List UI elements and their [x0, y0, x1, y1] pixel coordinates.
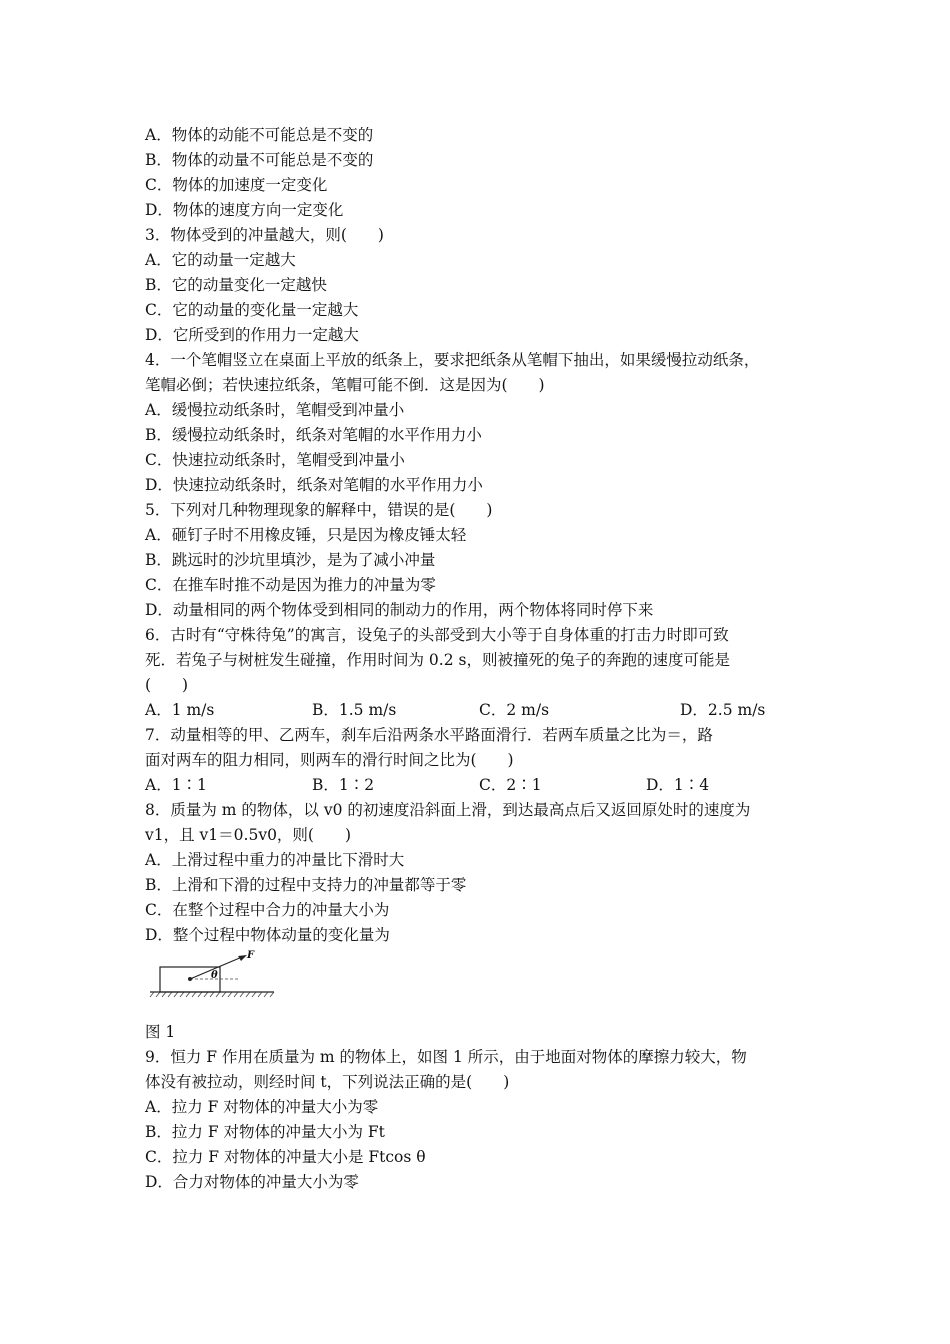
- q3-option-b: B．它的动量变化一定越快: [145, 276, 327, 294]
- q8-option-d: D．整个过程中物体动量的变化量为: [145, 926, 390, 944]
- q8-option-a: A．上滑过程中重力的冲量比下滑时大: [145, 851, 405, 869]
- q7-option-b: B．1∶2: [312, 776, 375, 794]
- q9-option-a: A．拉力 F 对物体的冲量大小为零: [145, 1098, 379, 1116]
- q8-option-c: C．在整个过程中合力的冲量大小为: [145, 901, 390, 919]
- q3-option-c: C．它的动量的变化量一定越大: [145, 301, 359, 319]
- q7-stem-line2: 面对两车的阻力相同，则两车的滑行时间之比为( ): [145, 751, 514, 769]
- q8-stem-line1: 8．质量为 m 的物体，以 v0 的初速度沿斜面上滑，到达最高点后又返回原处时的速度为: [145, 801, 751, 819]
- q2-option-a: A．物体的动能不可能总是不变的: [145, 126, 374, 144]
- q8-stem-line2: v1，且 v1＝0.5v0，则( ): [145, 826, 352, 844]
- q4-stem-line2: 笔帽必倒；若快速拉纸条，笔帽可能不倒．这是因为( ): [145, 376, 545, 394]
- angle-label: θ: [211, 970, 218, 981]
- q7-stem-line1: 7．动量相等的甲、乙两车，刹车后沿两条水平路面滑行．若两车质量之比为＝，路: [145, 726, 713, 744]
- q3-option-d: D．它所受到的作用力一定越大: [145, 326, 359, 344]
- q2-option-d: D．物体的速度方向一定变化: [145, 201, 344, 219]
- q4-option-d: D．快速拉动纸条时，纸条对笔帽的水平作用力小: [145, 476, 483, 494]
- q5-option-d: D．动量相同的两个物体受到相同的制动力的作用，两个物体将同时停下来: [145, 601, 654, 619]
- q4-stem-line1: 4．一个笔帽竖立在桌面上平放的纸条上，要求把纸条从笔帽下抽出，如果缓慢拉动纸条，: [145, 351, 760, 369]
- q5-option-c: C．在推车时推不动是因为推力的冲量为零: [145, 576, 436, 594]
- q7-option-d: D．1∶4: [646, 776, 710, 794]
- q6-option-b: B．1.5 m/s: [312, 701, 397, 719]
- q7-option-a: A．1∶1: [145, 776, 207, 794]
- force-label: F: [247, 950, 255, 961]
- q9-stem-line1: 9．恒力 F 作用在质量为 m 的物体上，如图 1 所示，由于地面对物体的摩擦力较大，物: [145, 1048, 747, 1066]
- q6-stem-line2: 死．若兔子与树桩发生碰撞，作用时间为 0.2 s，则被撞死的兔子的奔跑的速度可能是: [145, 651, 730, 669]
- q7-option-c: C．2∶1: [479, 776, 542, 794]
- figure-block-with-force: [148, 947, 278, 999]
- q9-option-d: D．合力对物体的冲量大小为零: [145, 1173, 359, 1191]
- q2-option-b: B．物体的动量不可能总是不变的: [145, 151, 374, 169]
- q6-option-a: A．1 m/s: [145, 701, 215, 719]
- q8-option-b: B．上滑和下滑的过程中支持力的冲量都等于零: [145, 876, 467, 894]
- figure-caption: 图 1: [145, 1023, 176, 1041]
- q4-option-a: A．缓慢拉动纸条时，笔帽受到冲量小: [145, 401, 405, 419]
- q4-option-b: B．缓慢拉动纸条时，纸条对笔帽的水平作用力小: [145, 426, 482, 444]
- q5-option-a: A．砸钉子时不用橡皮锤，只是因为橡皮锤太轻: [145, 526, 467, 544]
- q5-stem: 5．下列对几种物理现象的解释中，错误的是( ): [145, 501, 493, 519]
- q9-stem-line2: 体没有被拉动，则经时间 t，下列说法正确的是( ): [145, 1073, 510, 1091]
- q6-option-d: D．2.5 m/s: [680, 701, 766, 719]
- q5-option-b: B．跳远时的沙坑里填沙，是为了减小冲量: [145, 551, 436, 569]
- q3-stem: 3．物体受到的冲量越大，则( ): [145, 226, 384, 244]
- q6-stem-line1: 6．古时有“守株待兔”的寓言，设兔子的头部受到大小等于自身体重的打击力时即可致: [145, 626, 729, 644]
- q9-option-c: C．拉力 F 对物体的冲量大小是 Ftcos θ: [145, 1148, 426, 1166]
- q6-stem-line3: ( ): [145, 676, 189, 694]
- q2-option-c: C．物体的加速度一定变化: [145, 176, 328, 194]
- q6-option-c: C．2 m/s: [479, 701, 550, 719]
- q4-option-c: C．快速拉动纸条时，笔帽受到冲量小: [145, 451, 405, 469]
- ground-hatching: [150, 992, 274, 997]
- q9-option-b: B．拉力 F 对物体的冲量大小为 Ft: [145, 1123, 385, 1141]
- force-application-point: [188, 977, 192, 981]
- q3-option-a: A．它的动量一定越大: [145, 251, 296, 269]
- force-arrowhead: [238, 955, 247, 961]
